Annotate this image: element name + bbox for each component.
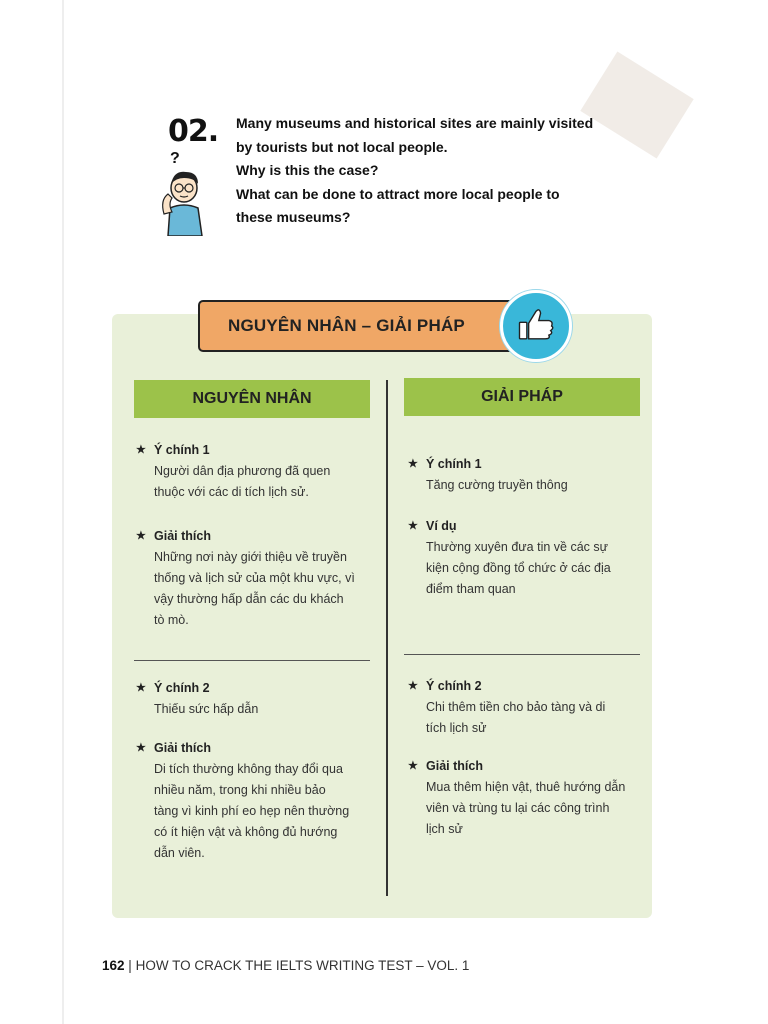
solution-item — [408, 676, 605, 739]
item-line: vậy thường hấp dẫn các du khách — [154, 592, 344, 606]
star-icon: ★ — [408, 680, 418, 692]
footer-separator: | — [128, 958, 132, 973]
item-line: nhiều năm, trong khi nhiều bảo — [154, 783, 326, 797]
page-edge — [62, 0, 64, 1024]
item-heading: Giải thích — [154, 741, 211, 755]
item-line: Mua thêm hiện vật, thuê hướng dẫn — [426, 780, 626, 794]
item-line: điểm tham quan — [426, 582, 516, 596]
thinking-person-icon — [154, 164, 214, 236]
item-line: Thường xuyên đưa tin về các sự — [426, 540, 608, 554]
item-line: có ít hiện vật và không đủ hướng — [154, 825, 338, 839]
solution-item — [408, 454, 568, 496]
question-line: Why is this the case? — [236, 162, 379, 178]
item-heading: Ý chính 2 — [154, 681, 210, 695]
solutions-header: GIẢI PHÁP — [404, 378, 640, 416]
item-line: Những nơi này giới thiệu về truyền — [154, 550, 347, 564]
cause-item — [136, 678, 258, 720]
question-line: by tourists but not local people. — [236, 138, 448, 155]
question-number: 02. — [168, 114, 219, 149]
item-line: viên và trùng tu lại các công trình — [426, 801, 610, 815]
star-icon: ★ — [136, 444, 146, 456]
section-banner — [198, 300, 514, 352]
banner-title: NGUYÊN NHÂN – GIẢI PHÁP — [228, 316, 465, 335]
item-line: tích lịch sử — [426, 721, 487, 735]
item-heading: Ví dụ — [426, 519, 457, 533]
item-heading: Ý chính 1 — [426, 457, 482, 471]
right-row-divider — [404, 654, 640, 655]
star-icon: ★ — [136, 682, 146, 694]
star-icon: ★ — [136, 530, 146, 542]
page-number: 162 — [102, 958, 125, 973]
star-icon: ★ — [136, 742, 146, 754]
item-line: Người dân địa phương đã quen — [154, 464, 331, 478]
star-icon: ★ — [408, 760, 418, 772]
column-divider — [386, 380, 388, 896]
item-line: Tăng cường truyền thông — [426, 478, 568, 492]
item-line: thuộc với các di tích lịch sử. — [154, 485, 309, 499]
thumbs-up-icon — [500, 290, 572, 362]
solution-item — [408, 756, 625, 840]
item-line: kiện cộng đồng tổ chức ở các địa — [426, 561, 611, 575]
item-heading: Ý chính 1 — [154, 443, 210, 457]
question-line: What can be done to attract more local people to — [236, 185, 560, 202]
item-heading: Giải thích — [426, 759, 483, 773]
item-line: tò mò. — [154, 613, 189, 627]
cause-item — [136, 440, 330, 503]
item-line: lịch sử — [426, 822, 463, 836]
question-text — [236, 112, 636, 230]
solution-item — [408, 516, 611, 600]
item-line: Di tích thường không thay đổi qua — [154, 762, 343, 776]
item-line: Thiếu sức hấp dẫn — [154, 702, 259, 716]
question-line: Many museums and historical sites are mainly visited — [236, 115, 594, 131]
star-icon: ★ — [408, 520, 418, 532]
question-mark: ? — [170, 150, 180, 167]
question-block — [150, 108, 630, 234]
question-line: these museums? — [236, 209, 351, 225]
cause-item — [136, 738, 349, 864]
page-footer — [102, 958, 469, 973]
cause-item — [136, 526, 355, 631]
item-heading: Giải thích — [154, 529, 211, 543]
item-line: dẫn viên. — [154, 846, 205, 860]
item-line: Chi thêm tiền cho bảo tàng và di — [426, 700, 606, 714]
item-line: thống và lịch sử của một khu vực, vì — [154, 571, 355, 585]
star-icon: ★ — [408, 458, 418, 470]
item-line: tàng vì kinh phí eo hẹp nên thường — [154, 804, 350, 818]
causes-header: NGUYÊN NHÂN — [134, 380, 370, 418]
left-row-divider — [134, 660, 370, 661]
book-title: HOW TO CRACK THE IELTS WRITING TEST – VOL. 1 — [135, 958, 470, 973]
item-heading: Ý chính 2 — [426, 679, 482, 693]
